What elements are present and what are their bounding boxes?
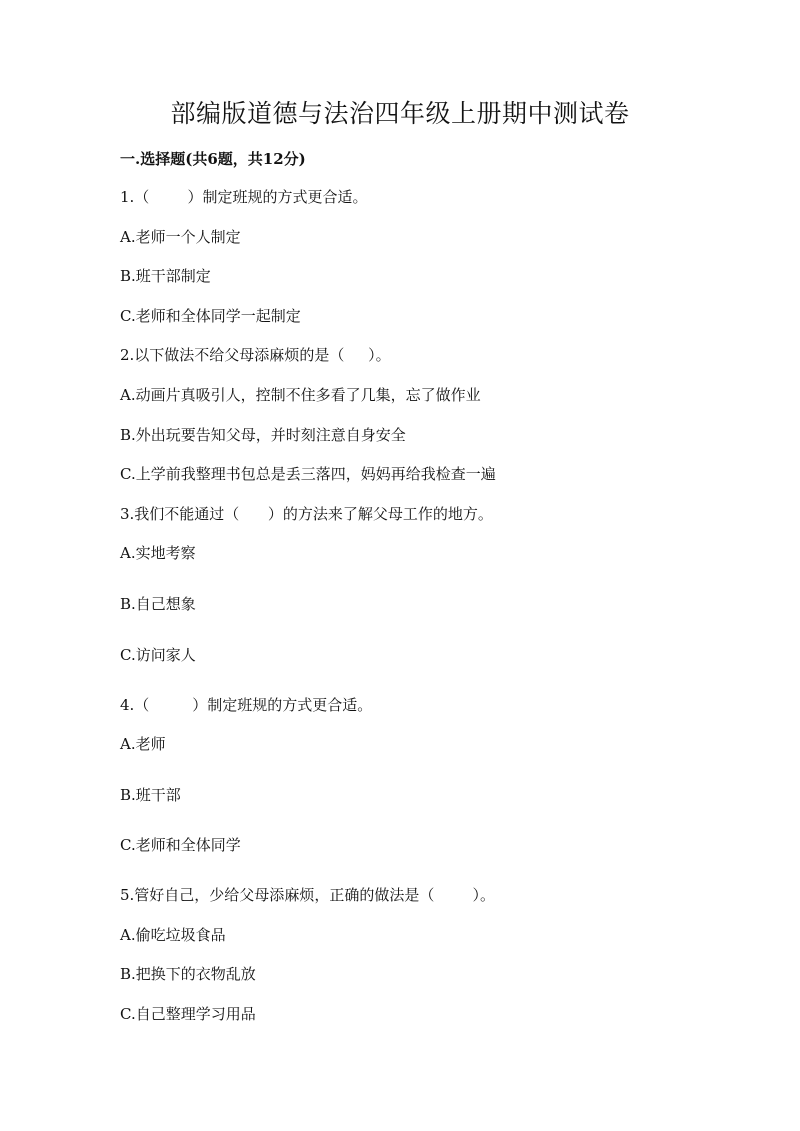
question-1-option-c: C.老师和全体同学一起制定	[120, 307, 301, 325]
question-4-option-c: C.老师和全体同学	[120, 836, 241, 854]
section-heading: 一.选择题(共6题，共12分)	[120, 150, 306, 168]
question-1-stem: 1.（ ）制定班规的方式更合适。	[120, 188, 368, 206]
question-5-option-c: C.自己整理学习用品	[120, 1005, 256, 1023]
question-5-option-a: A.偷吃垃圾食品	[120, 926, 226, 944]
question-3-stem: 3.我们不能通过（ ）的方法来了解父母工作的地方。	[120, 505, 493, 523]
question-1-option-a: A.老师一个人制定	[120, 228, 241, 246]
page-title: 部编版道德与法治四年级上册期中测试卷	[170, 99, 630, 128]
question-2-option-b: B.外出玩要告知父母，并时刻注意自身安全	[120, 426, 406, 444]
question-3-option-b: B.自己想象	[120, 595, 196, 613]
question-4-option-a: A.老师	[120, 735, 166, 753]
question-2-stem: 2.以下做法不给父母添麻烦的是（ ）。	[120, 346, 391, 364]
question-1-option-b: B.班干部制定	[120, 267, 211, 285]
question-2-option-a: A.动画片真吸引人，控制不住多看了几集，忘了做作业	[120, 386, 481, 404]
question-4-option-b: B.班干部	[120, 786, 181, 804]
question-3-option-a: A.实地考察	[120, 544, 196, 562]
question-2-option-c: C.上学前我整理书包总是丢三落四，妈妈再给我检查一遍	[120, 465, 496, 483]
question-5-option-b: B.把换下的衣物乱放	[120, 965, 256, 983]
question-3-option-c: C.访问家人	[120, 646, 196, 664]
question-5-stem: 5.管好自己，少给父母添麻烦，正确的做法是（ ）。	[120, 886, 495, 904]
question-4-stem: 4.（ ）制定班规的方式更合适。	[120, 696, 373, 714]
